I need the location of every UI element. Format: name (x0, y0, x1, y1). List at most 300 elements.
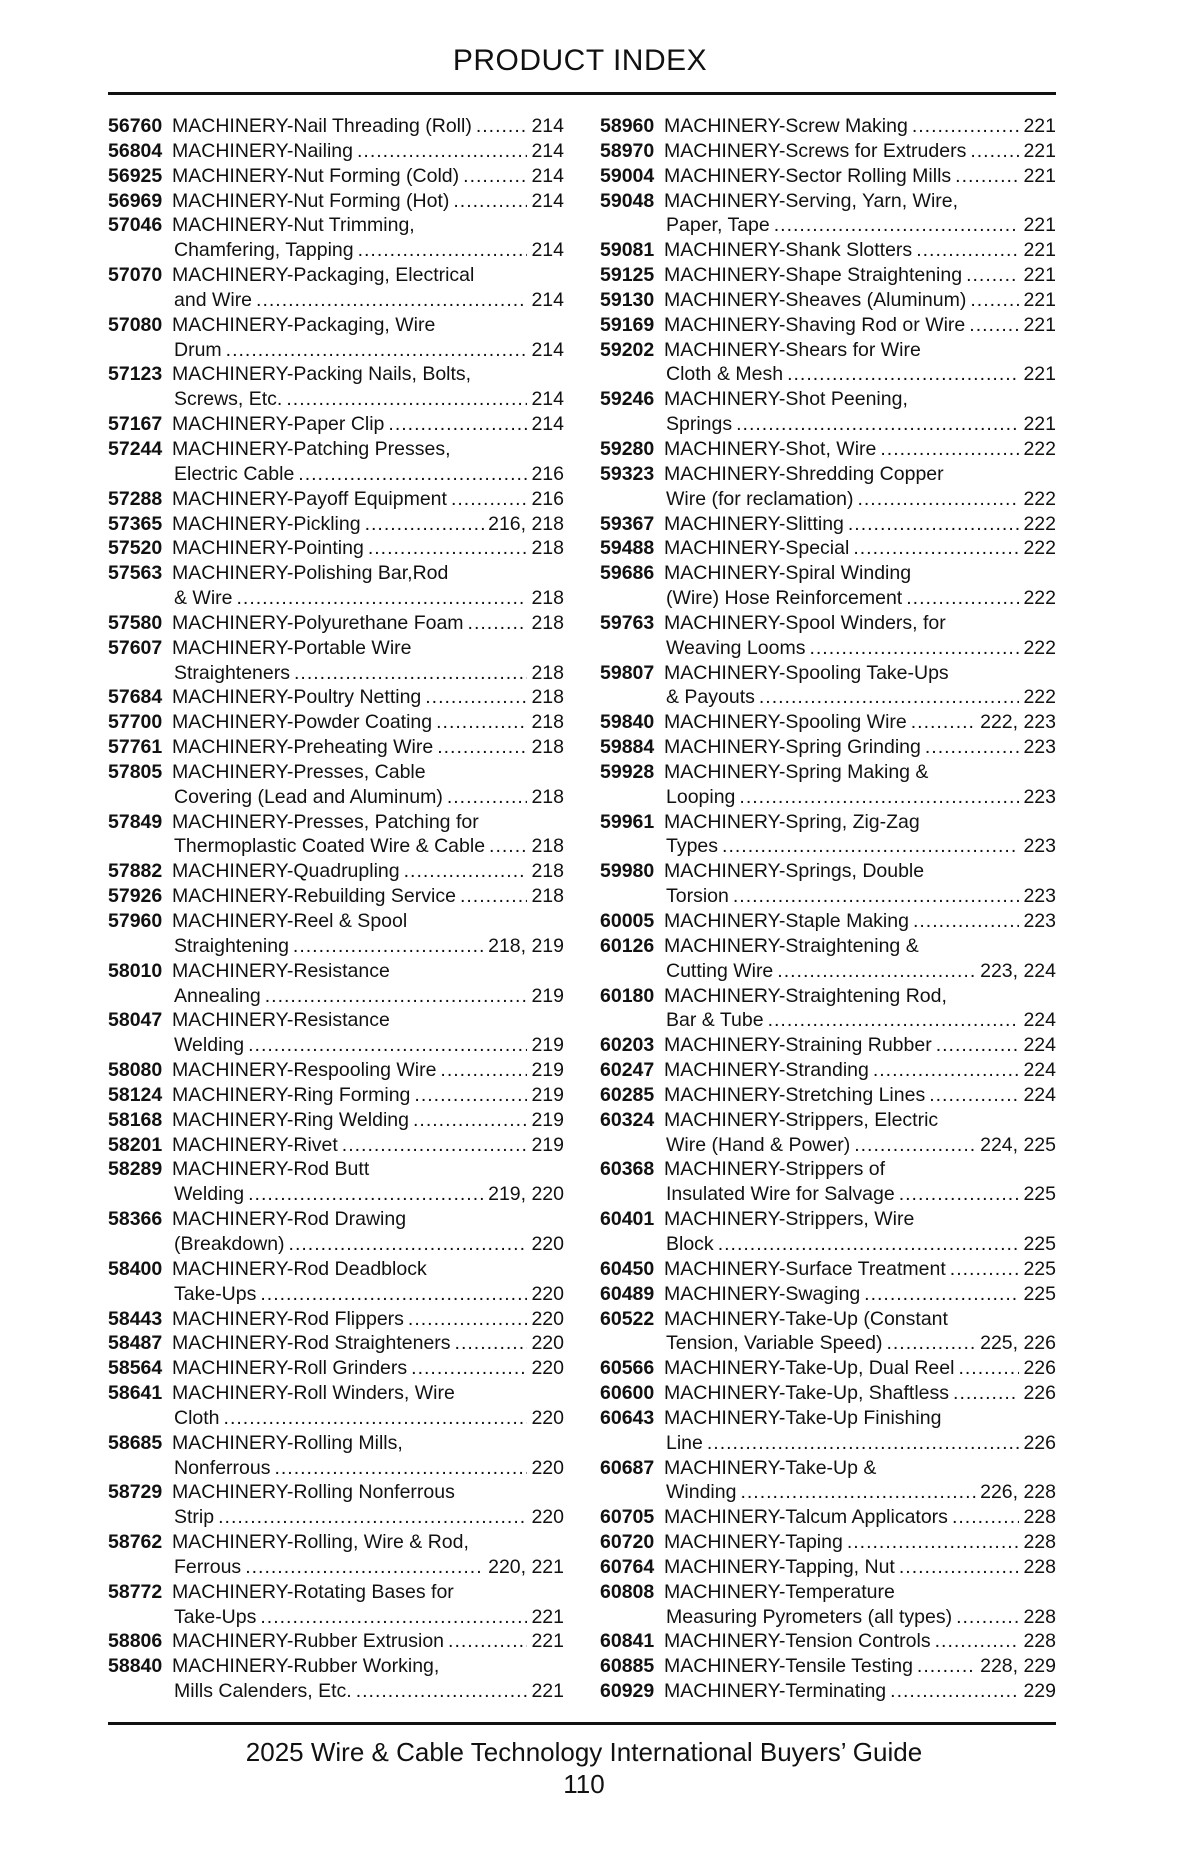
index-entry (108, 685, 564, 710)
index-entry-line (600, 1580, 1056, 1605)
index-entry (600, 611, 1056, 661)
page-reference: 223, 224 (980, 959, 1056, 982)
page-reference: 225 (1023, 1282, 1056, 1305)
product-description: MACHINERY-Ring Forming (172, 1083, 411, 1106)
page-reference: 218 (531, 661, 564, 684)
dot-leader (298, 462, 527, 487)
product-description: Tension, Variable Speed) (666, 1332, 883, 1355)
product-description: MACHINERY-Patching Presses, (172, 437, 451, 460)
index-entry (600, 710, 1056, 735)
index-entry-line (600, 561, 1056, 586)
page-reference: 225 (1023, 1183, 1056, 1206)
product-description: MACHINERY-Pickling (172, 512, 361, 535)
product-description: Chamfering, Tapping (174, 239, 354, 262)
dot-leader (356, 1679, 528, 1704)
index-entry (600, 1530, 1056, 1555)
dot-leader (906, 586, 1019, 611)
dot-leader (718, 1232, 1020, 1257)
page-reference: 221 (531, 1605, 564, 1628)
product-description: Measuring Pyrometers (all types) (666, 1605, 953, 1628)
product-code: 59246 (600, 388, 655, 411)
product-description: Weaving Looms (666, 636, 806, 659)
product-description: MACHINERY-Spiral Winding (664, 562, 912, 585)
page-reference: 221 (531, 1630, 564, 1653)
page-reference: 222 (1023, 636, 1056, 659)
index-entry (600, 189, 1056, 239)
product-code: 60841 (600, 1630, 655, 1653)
product-code: 57046 (108, 214, 163, 237)
product-description: MACHINERY-Springs, Double (664, 860, 925, 883)
page-reference: 221 (1023, 164, 1056, 187)
index-entry-line (108, 412, 564, 437)
index-entry-line (600, 164, 1056, 189)
product-code: 57563 (108, 562, 163, 585)
product-code: 58772 (108, 1580, 163, 1603)
product-description: MACHINERY-Respooling Wire (172, 1059, 437, 1082)
dot-leader (969, 313, 1019, 338)
index-entry (108, 1629, 564, 1654)
index-entry (108, 1058, 564, 1083)
product-code: 57070 (108, 264, 163, 287)
page-reference: 216, 218 (488, 512, 564, 535)
dot-leader (970, 288, 1019, 313)
product-description: MACHINERY-Rod Butt (172, 1158, 370, 1181)
index-entry-line (600, 313, 1056, 338)
product-description: MACHINERY-Take-Up, Dual Reel (664, 1357, 955, 1380)
index-entry-line (108, 810, 564, 835)
dot-leader (357, 139, 527, 164)
product-description: MACHINERY-Reel & Spool (172, 910, 408, 932)
index-entry-line (600, 1133, 1056, 1158)
product-description: MACHINERY-Spool Winders, for (664, 611, 946, 634)
index-entry (108, 735, 564, 760)
product-code: 57849 (108, 810, 163, 833)
page-reference: 222 (1023, 512, 1056, 535)
page-reference: 219 (531, 1108, 564, 1131)
product-description: & Payouts (666, 686, 755, 709)
product-description: MACHINERY-Powder Coating (172, 711, 433, 734)
product-description: MACHINERY-Resistance (172, 959, 390, 982)
product-description: MACHINERY-Rolling Nonferrous (172, 1481, 455, 1504)
index-entry (600, 1356, 1056, 1381)
index-entry (108, 164, 564, 189)
product-code: 57761 (108, 736, 163, 759)
page-reference: 228 (1023, 1555, 1056, 1578)
index-entry (108, 1580, 564, 1630)
page-reference: 220 (531, 1282, 564, 1305)
dot-leader (880, 437, 1019, 462)
index-entry-line (108, 1580, 564, 1605)
page-reference: 218 (531, 835, 564, 858)
dot-leader (218, 1505, 527, 1530)
dot-leader (248, 1033, 527, 1058)
index-entry (600, 1629, 1056, 1654)
product-code: 60566 (600, 1357, 655, 1380)
index-entry-line (108, 735, 564, 760)
index-entry-line (600, 213, 1056, 238)
index-entry-line (600, 1083, 1056, 1108)
index-entry-line (108, 462, 564, 487)
index-entry-line (600, 288, 1056, 313)
page-reference: 220 (531, 1506, 564, 1529)
index-entry-line (108, 1108, 564, 1133)
product-code: 58960 (600, 115, 655, 137)
index-entry (600, 238, 1056, 263)
page-reference: 222, 223 (980, 711, 1056, 734)
product-description: MACHINERY-Straining Rubber (664, 1034, 932, 1057)
index-entry (108, 1207, 564, 1257)
dot-leader (733, 884, 1020, 909)
index-entry (108, 810, 564, 860)
product-code: 57805 (108, 760, 163, 783)
product-code: 56925 (108, 164, 163, 187)
dot-leader (274, 1456, 527, 1481)
product-code: 60489 (600, 1282, 655, 1305)
product-description: MACHINERY-Sector Rolling Mills (664, 164, 952, 187)
page-reference: 224 (1023, 1059, 1056, 1082)
page-reference: 220 (531, 1232, 564, 1255)
dot-leader (286, 387, 527, 412)
page-reference: 214 (531, 164, 564, 187)
index-entry-line (600, 1530, 1056, 1555)
index-entry-line (600, 685, 1056, 710)
page-reference: 221 (1023, 313, 1056, 336)
product-code: 56760 (108, 115, 163, 137)
index-entry (108, 1431, 564, 1481)
dot-leader (854, 1133, 976, 1158)
product-description: MACHINERY-Rolling Mills, (172, 1431, 403, 1454)
product-description: MACHINERY-Special (664, 537, 850, 560)
dot-leader (768, 1008, 1020, 1033)
product-description: MACHINERY-Rotating Bases for (172, 1580, 454, 1603)
product-code: 60764 (600, 1555, 655, 1578)
index-entry (108, 313, 564, 363)
dot-leader (759, 685, 1020, 710)
page-reference: 221 (1023, 239, 1056, 262)
product-code: 58124 (108, 1083, 163, 1106)
index-entry-line (108, 1406, 564, 1431)
index-entry (108, 1257, 564, 1307)
product-code: 58641 (108, 1382, 163, 1405)
index-entry-line (108, 586, 564, 611)
dot-leader (448, 1629, 527, 1654)
product-code: 59367 (600, 512, 655, 535)
page-reference: 221 (1023, 264, 1056, 287)
index-entry (600, 1505, 1056, 1530)
product-description: Types (666, 835, 719, 858)
index-entry-line (600, 1207, 1056, 1232)
index-entry-line (600, 1182, 1056, 1207)
product-description: MACHINERY-Sheaves (Aluminum) (664, 288, 967, 311)
dot-leader (853, 536, 1019, 561)
product-description: Springs (666, 413, 733, 436)
index-entry-line (108, 139, 564, 164)
page-reference: 218 (531, 537, 564, 560)
product-description: Line (666, 1431, 703, 1454)
index-entry (108, 636, 564, 686)
product-description: Screws, Etc. (174, 388, 283, 411)
index-entry-line (108, 685, 564, 710)
product-code: 58080 (108, 1059, 163, 1082)
product-description: MACHINERY-Spooling Take-Ups (664, 661, 949, 684)
product-code: 59202 (600, 338, 655, 361)
product-description: Cutting Wire (666, 959, 774, 982)
product-description: MACHINERY-Pointing (172, 537, 364, 560)
product-code: 60929 (600, 1680, 655, 1703)
product-description: MACHINERY-Strippers of (664, 1158, 886, 1181)
product-description: Winding (666, 1481, 737, 1504)
page-reference: 222 (1023, 686, 1056, 709)
product-description: MACHINERY-Rolling, Wire & Rod, (172, 1531, 469, 1554)
index-entry-line (600, 1406, 1056, 1431)
product-code: 59807 (600, 661, 655, 684)
index-entry (108, 1157, 564, 1207)
dot-leader (408, 1307, 528, 1332)
product-code: 58201 (108, 1133, 163, 1156)
product-description: MACHINERY-Shank Slotters (664, 239, 913, 262)
index-entry-line (108, 1629, 564, 1654)
index-entry (108, 139, 564, 164)
page-reference: 226 (1023, 1382, 1056, 1405)
index-entry (108, 1331, 564, 1356)
page-reference: 229 (1023, 1680, 1056, 1703)
index-entry-line (600, 735, 1056, 760)
page-reference: 224 (1023, 1083, 1056, 1106)
index-entry (600, 512, 1056, 537)
product-description: Welding (174, 1183, 245, 1206)
page-reference: 220 (531, 1406, 564, 1429)
index-entry-line (108, 1555, 564, 1580)
product-code: 59004 (600, 164, 655, 187)
product-description: Take-Ups (174, 1605, 257, 1628)
product-code: 57520 (108, 537, 163, 560)
dot-leader (916, 238, 1019, 263)
dot-leader (925, 735, 1020, 760)
product-code: 56804 (108, 139, 163, 162)
dot-leader (260, 1605, 527, 1630)
dot-leader (899, 1182, 1020, 1207)
product-description: MACHINERY-Swaging (664, 1282, 861, 1305)
dot-leader (265, 984, 528, 1009)
product-description: Torsion (666, 885, 729, 908)
product-description: MACHINERY-Straightening Rod, (664, 984, 947, 1007)
index-entry-line (600, 437, 1056, 462)
index-entry-line (600, 934, 1056, 959)
page-reference: 221 (1023, 363, 1056, 386)
index-entry (108, 859, 564, 884)
product-description: MACHINERY-Resistance (172, 1009, 390, 1032)
index-entry (600, 984, 1056, 1034)
index-entry-line (600, 1505, 1056, 1530)
page-reference: 219 (531, 1059, 564, 1082)
product-code: 60285 (600, 1083, 655, 1106)
index-entry-line (108, 338, 564, 363)
product-description: MACHINERY-Rubber Working, (172, 1655, 440, 1678)
product-code: 59763 (600, 611, 655, 634)
index-entry-line (600, 984, 1056, 1009)
product-description: MACHINERY-Strippers, Wire (664, 1208, 915, 1231)
page-reference: 228 (1023, 1531, 1056, 1554)
index-entry (600, 313, 1056, 338)
dot-leader (368, 536, 528, 561)
product-description: MACHINERY-Shears for Wire (664, 338, 921, 361)
index-entry-line (600, 387, 1056, 412)
product-code: 57607 (108, 636, 163, 659)
dot-leader (950, 1257, 1020, 1282)
product-code: 59488 (600, 537, 655, 560)
dot-leader (911, 710, 976, 735)
dot-leader (857, 487, 1019, 512)
product-code: 59928 (600, 760, 655, 783)
product-description: Welding (174, 1034, 245, 1057)
index-entry-line (108, 1207, 564, 1232)
page-reference: 216 (531, 487, 564, 510)
dot-leader (707, 1431, 1020, 1456)
product-code: 59323 (600, 462, 655, 485)
product-code: 58289 (108, 1158, 163, 1181)
dot-leader (777, 959, 976, 984)
dot-leader (293, 934, 484, 959)
dot-leader (260, 1282, 527, 1307)
index-entry-line (108, 859, 564, 884)
index-entry (600, 338, 1056, 388)
product-description: MACHINERY-Stretching Lines (664, 1083, 926, 1106)
product-description: Ferrous (174, 1555, 242, 1578)
product-code: 57167 (108, 413, 163, 436)
dot-leader (447, 785, 528, 810)
index-entry (108, 487, 564, 512)
index-entry-line (600, 884, 1056, 909)
page-reference: 220 (531, 1332, 564, 1355)
product-description: Drum (174, 338, 222, 361)
product-code: 60180 (600, 984, 655, 1007)
index-entry (108, 1083, 564, 1108)
page-reference: 228 (1023, 1506, 1056, 1529)
index-entry (108, 437, 564, 487)
product-description: Insulated Wire for Salvage (666, 1183, 895, 1206)
product-description: Block (666, 1232, 714, 1255)
product-code: 59884 (600, 736, 655, 759)
index-entry (108, 710, 564, 735)
index-entry (108, 512, 564, 537)
product-description: MACHINERY-Talcum Applicators (664, 1506, 948, 1529)
dot-leader (413, 1108, 527, 1133)
product-description: Thermoplastic Coated Wire & Cable (174, 835, 486, 858)
index-entry (600, 114, 1056, 139)
index-entry-line (108, 288, 564, 313)
index-entry (108, 959, 564, 1009)
index-entry (108, 1381, 564, 1431)
index-entry (600, 1580, 1056, 1630)
dot-leader (388, 412, 527, 437)
page-reference: 222 (1023, 437, 1056, 460)
index-entry (600, 760, 1056, 810)
page-reference: 228 (1023, 1630, 1056, 1653)
dot-leader (411, 1356, 527, 1381)
dot-leader (463, 164, 527, 189)
index-entry-line (108, 313, 564, 338)
product-description: MACHINERY-Presses, Cable (172, 760, 426, 783)
page-reference: 218 (531, 611, 564, 634)
page-reference: 222 (1023, 587, 1056, 610)
product-code: 58564 (108, 1357, 163, 1380)
index-entry (108, 189, 564, 214)
dot-leader (958, 1356, 1019, 1381)
product-description: Annealing (174, 984, 261, 1007)
product-code: 60885 (600, 1655, 655, 1678)
dot-leader (358, 238, 528, 263)
index-entry (108, 561, 564, 611)
index-entry-line (108, 1356, 564, 1381)
page-reference: 214 (531, 338, 564, 361)
index-entry (108, 884, 564, 909)
page-reference: 218 (531, 686, 564, 709)
index-entry (600, 1257, 1056, 1282)
index-entry-line (600, 362, 1056, 387)
index-entry-line (108, 1058, 564, 1083)
product-code: 58010 (108, 959, 163, 982)
page-reference: 221 (531, 1680, 564, 1703)
footer-publication: 2025 Wire & Cable Technology International Buyers’ Guide (245, 1737, 923, 1767)
index-entry-line (108, 1232, 564, 1257)
product-code: 60643 (600, 1406, 655, 1429)
index-entry-line (108, 1480, 564, 1505)
product-code: 59280 (600, 437, 655, 460)
index-entry-line (600, 1654, 1056, 1679)
index-entry-line (600, 338, 1056, 363)
dot-leader (437, 735, 527, 760)
product-description: MACHINERY-Rubber Extrusion (172, 1630, 445, 1653)
index-entry-line (108, 909, 564, 934)
product-description: MACHINERY-Polishing Bar,Rod (172, 562, 449, 585)
product-code: 59840 (600, 711, 655, 734)
dot-leader (256, 288, 527, 313)
product-description: Electric Cable (174, 462, 295, 485)
product-description: MACHINERY-Spring Making & (664, 760, 929, 783)
product-code: 60368 (600, 1158, 655, 1181)
index-entry-line (108, 189, 564, 214)
dot-leader (455, 1331, 528, 1356)
index-entry (600, 1108, 1056, 1158)
index-entry (600, 536, 1056, 561)
dot-leader (935, 1629, 1020, 1654)
page-reference: 214 (531, 413, 564, 436)
product-description: MACHINERY-Packing Nails, Bolts, (172, 363, 472, 386)
index-entry (108, 412, 564, 437)
index-entry-line (600, 636, 1056, 661)
product-code: 58762 (108, 1531, 163, 1554)
index-entry (600, 1058, 1056, 1083)
dot-leader (936, 1033, 1020, 1058)
index-entry-line (600, 1033, 1056, 1058)
product-description: Cloth (174, 1406, 220, 1429)
product-description: Wire (for reclamation) (666, 487, 854, 510)
product-code: 58168 (108, 1108, 163, 1131)
product-code: 60600 (600, 1382, 655, 1405)
page-reference: 214 (531, 139, 564, 162)
index-entry (600, 139, 1056, 164)
product-description: Paper, Tape (666, 214, 770, 237)
product-description: MACHINERY-Take-Up Finishing (664, 1406, 942, 1429)
product-description: Straighteners (174, 661, 290, 684)
index-entry-line (600, 1257, 1056, 1282)
index-entry (600, 437, 1056, 462)
product-description: MACHINERY-Screws for Extruders (664, 139, 967, 162)
index-entry-line (600, 1381, 1056, 1406)
header-rule (108, 92, 1056, 95)
product-code: 59169 (600, 313, 655, 336)
index-entry (108, 1480, 564, 1530)
